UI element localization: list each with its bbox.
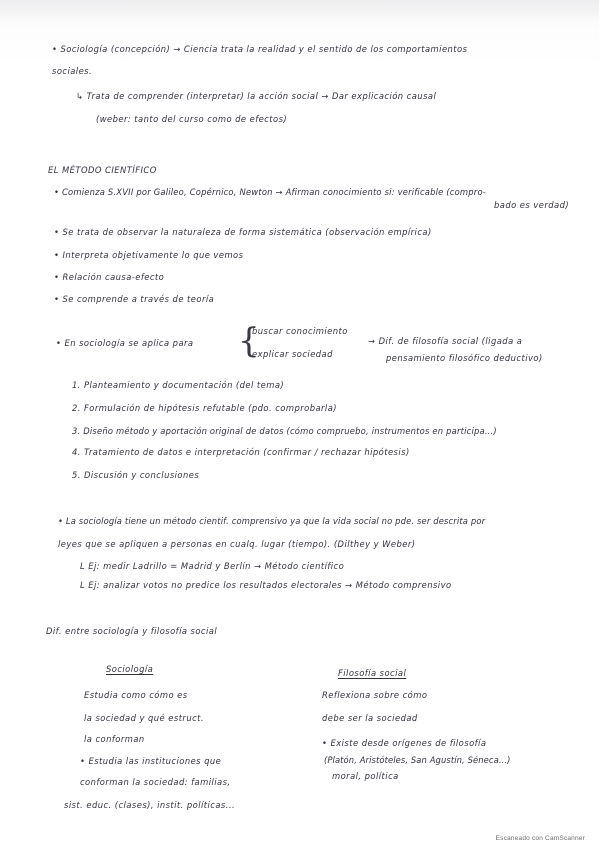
brace-symbol: { [238, 321, 260, 361]
note-line: • Sociología (concepción) → Ciencia trata la realidad y el sentido de los comportamientos [52, 44, 468, 54]
column-line: la conforman [84, 734, 145, 744]
note-line: L Ej: medir Ladrillo = Madrid y Berlín → Método científico [80, 561, 345, 571]
column-line: • Estudia las instituciones que [80, 756, 222, 766]
note-line: → Dif. de filosofía social (ligada a [368, 336, 523, 346]
note-line: • Interpreta objetivamente lo que vemos [54, 250, 244, 260]
list-item: 1. Planteamiento y documentación (del tema) [72, 380, 285, 390]
list-item: 2. Formulación de hipótesis refutable (pdo. comprobarla) [72, 403, 338, 413]
scan-top-shadow [0, 0, 599, 24]
note-line: pensamiento filosófico deductivo) [386, 353, 543, 363]
column-line: (Platón, Aristóteles, San Agustín, Séneca...) [324, 755, 511, 765]
column-line: Reflexiona sobre cómo [322, 690, 428, 700]
list-item: 4. Tratamiento de datos e interpretación (confirmar / rechazar hipótesis) [72, 447, 410, 457]
note-line: • Se comprende a través de teoría [54, 294, 215, 304]
column-heading-social-philosophy: Filosofía social [338, 668, 407, 678]
note-line: • Comienza S.XVII por Galileo, Copérnico, Newton → Afirman conocimiento si: verificable (compro- [54, 187, 486, 197]
brace-item: buscar conocimiento [252, 326, 348, 336]
note-line: sociales. [52, 66, 93, 76]
list-item: 3. Diseño método y aportación original de datos (cómo compruebo, instrumentos en participa...) [72, 426, 497, 436]
list-item: 5. Discusión y conclusiones [72, 470, 200, 480]
note-line: • Relación causa-efecto [54, 272, 165, 282]
note-line: leyes que se apliquen a personas en cualq. lugar (tiempo). (Dilthey y Weber) [58, 539, 416, 549]
column-line: la sociedad y qué estruct. [84, 713, 204, 723]
brace-item: explicar sociedad [252, 349, 333, 359]
note-line: • En sociología se aplica para [56, 338, 194, 348]
note-line: (weber: tanto del curso como de efectos) [96, 114, 288, 124]
section-heading: EL MÉTODO CIENTÍFICO [48, 165, 157, 175]
note-line: bado es verdad) [494, 200, 570, 210]
column-line: • Existe desde orígenes de filosofía [322, 738, 487, 748]
column-line: debe ser la sociedad [322, 713, 418, 723]
column-line: moral, política [332, 771, 399, 781]
column-line: sist. educ. (clases), instit. políticas... [64, 800, 236, 810]
note-line: • Se trata de observar la naturaleza de forma sistemática (observación empírica) [54, 227, 432, 237]
note-line: ↳ Trata de comprender (interpretar) la acción social → Dar explicación causal [76, 91, 437, 101]
note-line: L Ej: analizar votos no predice los resultados electorales → Método comprensivo [80, 580, 452, 590]
column-line: conforman la sociedad: familias, [80, 777, 231, 787]
note-line: • La sociología tiene un método cientif. comprensivo ya que la vida social no pde. ser descrita por [58, 516, 486, 526]
column-line: Estudia como cómo es [84, 690, 188, 700]
column-heading-sociology: Sociología [106, 664, 154, 674]
section-heading: Dif. entre sociología y filosofía social [46, 626, 218, 636]
scanner-watermark: Escaneado con CamScanner [495, 835, 585, 842]
